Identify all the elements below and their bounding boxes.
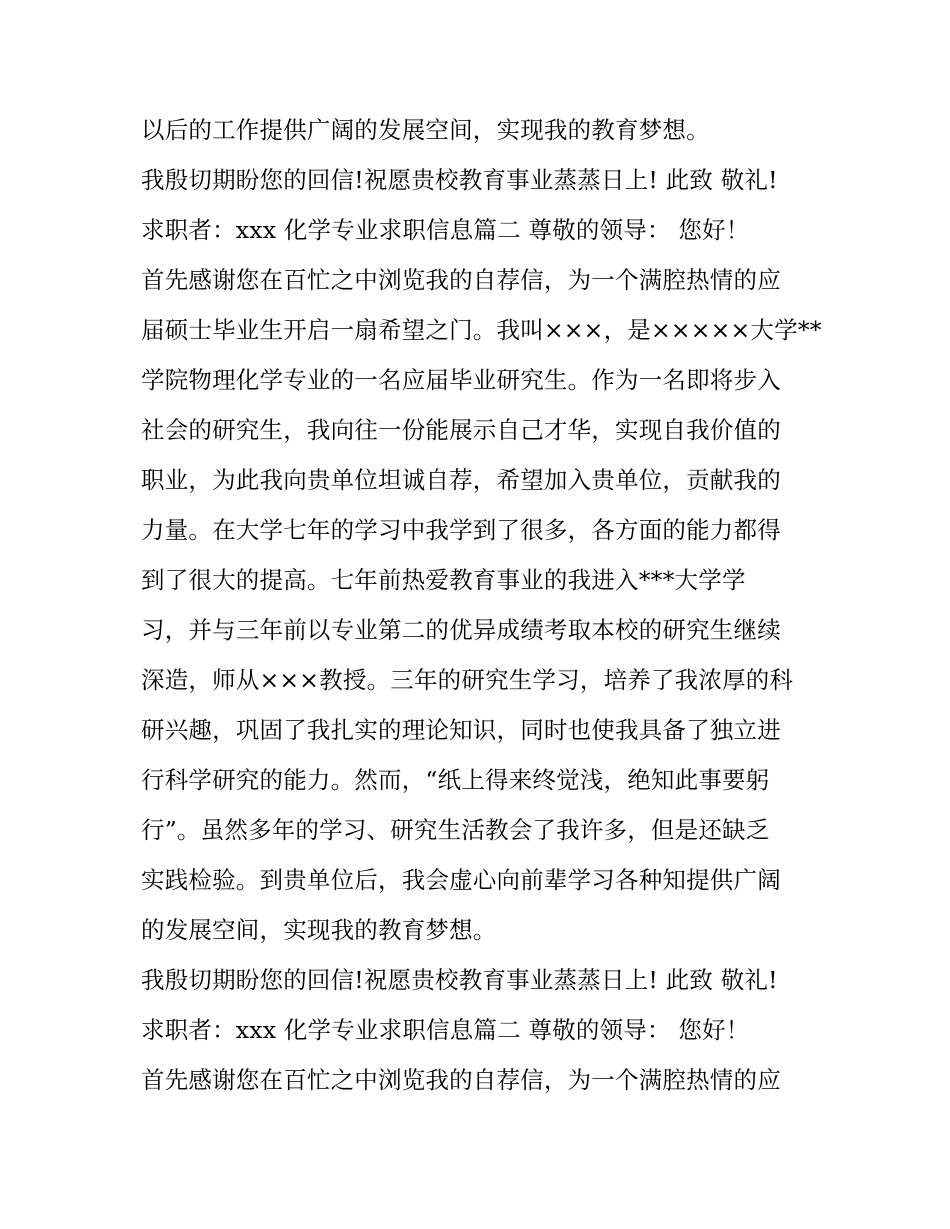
text-line: 届硕士毕业生开启一扇希望之门。我叫×××，是×××××大学**: [141, 316, 822, 344]
text-line: 深造，师从×××教授。三年的研究生学习，培养了我浓厚的科: [141, 666, 794, 694]
text-line: 到了很大的提高。七年前热爱教育事业的我进入***大学学: [141, 566, 746, 594]
text-line: 行”。虽然多年的学习、研究生活教会了我许多，但是还缺乏: [141, 816, 770, 844]
text-line: 研兴趣，巩固了我扎实的理论知识，同时也使我具备了独立进: [141, 716, 781, 744]
text-line: 社会的研究生，我向往一份能展示自己才华，实现自我价值的: [141, 416, 781, 444]
text-line: 首先感谢您在百忙之中浏览我的自荐信，为一个满腔热情的应: [141, 1066, 781, 1094]
text-line: 力量。在大学七年的学习中我学到了很多，各方面的能力都得: [141, 516, 781, 544]
text-line: 行科学研究的能力。然而，“纸上得来终觉浅，绝知此事要躬: [141, 766, 770, 794]
text-line: 我殷切期盼您的回信!祝愿贵校教育事业蒸蒸日上! 此致 敬礼!: [141, 166, 778, 194]
text-line: 学院物理化学专业的一名应届毕业研究生。作为一名即将步入: [141, 366, 781, 394]
text-line: 的发展空间，实现我的教育梦想。: [141, 916, 497, 944]
text-line: 以后的工作提供广阔的发展空间，实现我的教育梦想。: [141, 116, 710, 144]
text-line: 习，并与三年前以专业第二的优异成绩考取本校的研究生继续: [141, 616, 781, 644]
text-line: 求职者：xxx 化学专业求职信息篇二 尊敬的领导： 您好！: [141, 1016, 750, 1044]
text-line: 实践检验。到贵单位后，我会虚心向前辈学习各种知提供广阔: [141, 866, 781, 894]
text-line: 我殷切期盼您的回信!祝愿贵校教育事业蒸蒸日上! 此致 敬礼!: [141, 966, 778, 994]
text-line: 首先感谢您在百忙之中浏览我的自荐信，为一个满腔热情的应: [141, 266, 781, 294]
text-line: 职业，为此我向贵单位坦诚自荐，希望加入贵单位，贡献我的: [141, 466, 781, 494]
text-line: 求职者：xxx 化学专业求职信息篇二 尊敬的领导： 您好！: [141, 216, 750, 244]
